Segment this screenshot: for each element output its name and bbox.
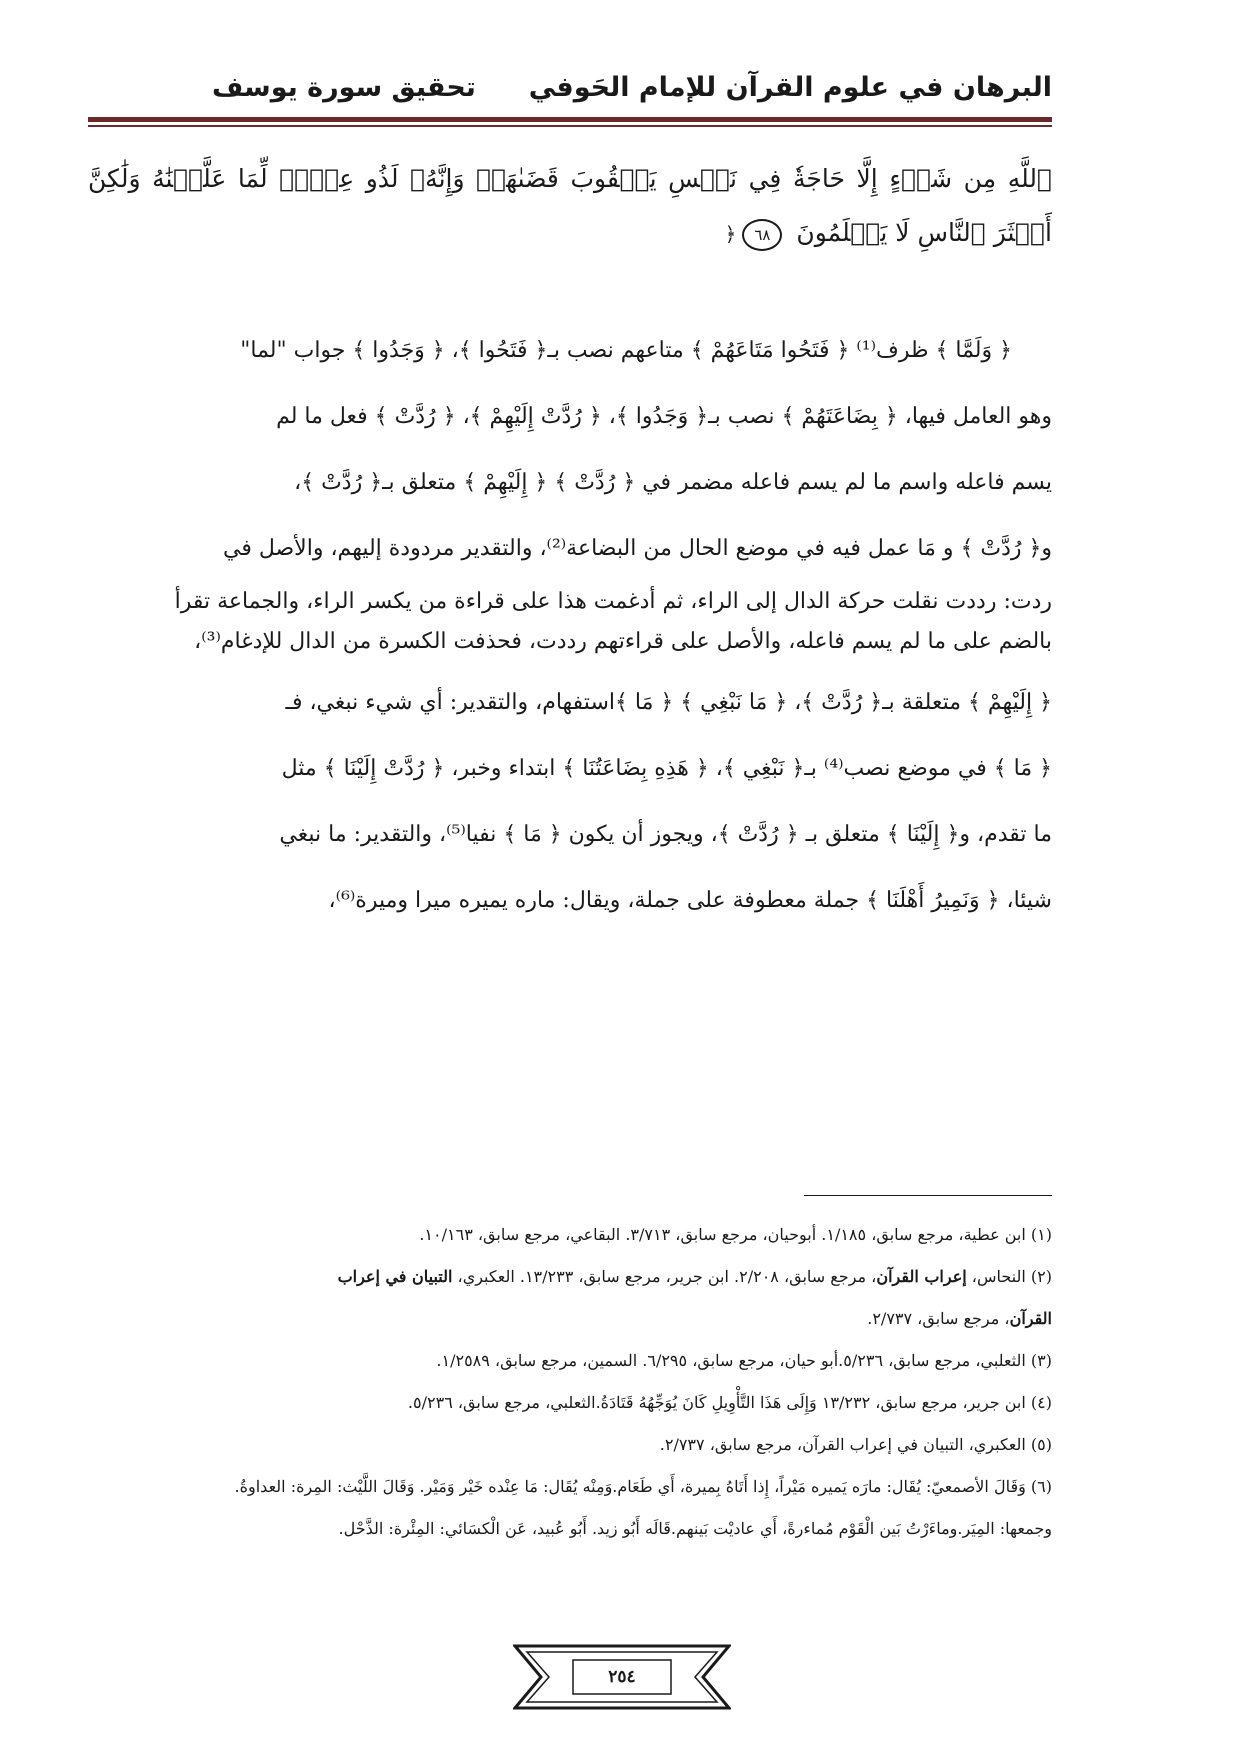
quran-verse [88, 152, 1052, 261]
footnote-2 [88, 1256, 1052, 1298]
footnote-6-continued: وجمعها: المِيَر.وماءَرْتُ بَين الْقَوْم مُماءرةً، أَي عاديْت بَينهم.قَالَه أَبُو زيد. أَبُو عُبيد، عَن الْكسَائي: المِئْرة: الذَّحْل. [338, 1519, 1052, 1538]
footnote-2-part: ، مرجع سابق، ٢/٧٣٧. [867, 1309, 1010, 1328]
footnote-2-title: القرآن [1009, 1309, 1052, 1328]
footnote-2-part: ، مرجع سابق، ٢/٢٠٨. ابن جرير، مرجع سابق، ١٣/٢٣٣. العكبري، [452, 1267, 877, 1286]
footnote-separator [804, 1195, 1052, 1196]
page-number: ٢٥٤ [608, 1667, 636, 1687]
footnote-5: (٥) العكبري، التبيان في إعراب القرآن، مرجع سابق، ٢/٧٣٧. [659, 1435, 1052, 1454]
body-line: وهو العامل فيها، ﴿ بِضَاعَتَهُمْ ﴾ نصب بـ﴿ وَجَدُوا ﴾، ﴿ رُدَّتْ إِلَيْهِمْ ﴾، ﴿ رُدَّتْ ﴾ فعل ما لم [276, 404, 1052, 429]
footnote-4: (٤) ابن جرير، مرجع سابق، ١٣/٢٣٢ وَإِلَى هَذَا التَّأْوِيلِ كَانَ يُوَجِّهُهُ قَتَادَةُ.الثعلبي، مرجع سابق، ٥/٢٣٦. [407, 1393, 1052, 1412]
footnotes [88, 1214, 1052, 1550]
footnote-2-continued [88, 1298, 1052, 1340]
section-title: تحقيق سورة يوسف [212, 72, 476, 103]
body-line: شيئا، ﴿ وَنَمِيرُ أَهْلَنَا ﴾ جملة معطوفة على جملة، ويقال: ماره يميره ميرا وميرة⁽⁶⁾، [328, 888, 1052, 913]
header-rule-thick [88, 117, 1052, 122]
footnote-3: (٣) الثعلبي، مرجع سابق، ٥/٢٣٦.أبو حيان، مرجع سابق، ٦/٢٩٥. السمين، مرجع سابق، ١/٢٥٨٩. [436, 1351, 1052, 1370]
verse-ornament-icon: ﴿ [724, 222, 737, 246]
running-header [88, 72, 1052, 112]
footnote-6: (٦) وَقَالَ الأصمعيّ: يُقَال: مارَه يَميره مَيْراً، إِذا أَتَاهُ بِميرة، أَي طَعَام.وَمِنْه يُقَال: مَا عِنْده خَيْر وَمَيْر. وَقَالَ اللَّيْث: المِرة: العداوةُ. [234, 1477, 1052, 1496]
footnote-2-part: (٢) النحاس، [966, 1267, 1052, 1286]
commentary-body [88, 318, 1052, 934]
body-line: ما تقدم، و﴿ إِلَيْنَا ﴾ متعلق بـ ﴿ رُدَّتْ ﴾، ويجوز أن يكون ﴿ مَا ﴾ نفيا⁽⁵⁾، والتقدير: ما نبغي [279, 822, 1052, 847]
body-line: يسم فاعله واسم ما لم يسم فاعله مضمر في ﴿ رُدَّتْ ﴾ ﴿ إِلَيْهِمْ ﴾ متعلق بـ﴿ رُدَّتْ ﴾، [294, 470, 1052, 495]
body-line: ﴿ مَا ﴾ في موضع نصب⁽⁴⁾ بـ﴿ نَبْغِي ﴾، ﴿ هَذِهِ بِضَاعَتُنَا ﴾ ابتداء وخبر، ﴿ رُدَّتْ إِلَيْنَا ﴾ مثل [281, 756, 1052, 781]
footnote-1: (١) ابن عطية، مرجع سابق، ١/١٨٥. أبوحيان، مرجع سابق، ٣/٧١٣. البقاعي، مرجع سابق، ١٠/١٦٣. [419, 1225, 1052, 1244]
book-title: البرهان في علوم القرآن للإمام الحَوفي [528, 72, 1052, 103]
body-line: بالضم على ما لم يسم فاعله، والأصل على قراءتهم رددت، فحذفت الكسرة من الدال للإدغام⁽³⁾، [194, 629, 1052, 654]
ayah-number-marker: ٦٨ [742, 219, 782, 251]
page-number-frame [513, 1644, 731, 1710]
footnote-2-title: التبيان في إعراب [337, 1267, 453, 1286]
body-line: ﴿ وَلَمَّا ﴾ ظرف⁽¹⁾ ﴿ فَتَحُوا مَتَاعَهُمْ ﴾ متاعهم نصب بـ﴿ فَتَحُوا ﴾، ﴿ وَجَدُوا ﴾ جواب "لما" [240, 338, 1012, 363]
body-line: و﴿ رُدَّتْ ﴾ و مَا عمل فيه في موضع الحال من البضاعة⁽²⁾، والتقدير مردودة إليهم، والأصل في [222, 536, 1052, 561]
footnote-2-title: إعراب القرآن [876, 1267, 967, 1286]
body-line: ردت: رددت نقلت حركة الدال إلى الراء، ثم أدغمت هذا على قراءة من يكسر الراء، والجماعة تقرأ [174, 589, 1052, 614]
header-rule-thin [88, 125, 1052, 127]
verse-text: ٱللَّهِ مِن شَيۡءٍ إِلَّا حَاجَةٗ فِي نَفۡسِ يَعۡقُوبَ قَضَىٰهَاۚ وَإِنَّهُۥ لَذُو عِلۡمٖ لِّمَا عَلَّمۡنَٰهُ وَلَٰكِنَّ أَكۡثَرَ ٱلنَّاسِ لَا يَعۡلَمُونَ [88, 164, 1052, 247]
body-line: ﴿ إِلَيْهِمْ ﴾ متعلقة بـ﴿ رُدَّتْ ﴾، ﴿ مَا نَبْغِي ﴾ ﴿ مَا ﴾استفهام، والتقدير: أي شيء نبغي، فـ [285, 690, 1052, 715]
